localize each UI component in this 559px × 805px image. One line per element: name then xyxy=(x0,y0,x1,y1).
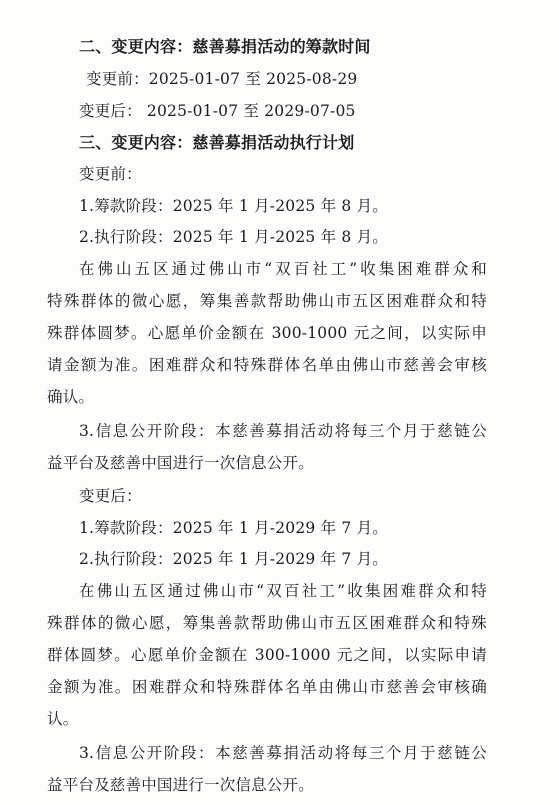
before-para-line-5: 确认。 xyxy=(47,388,95,406)
before-para-line-3: 殊群体圆梦。心愿单价金额在 300-1000 元之间，以实际申 xyxy=(47,324,487,342)
section-3-heading: 三、变更内容：慈善募捐活动执行计划 xyxy=(79,133,355,152)
section-2-heading: 二、变更内容：慈善募捐活动的筹款时间 xyxy=(79,37,371,56)
before-item-2: 2.执行阶段：2025 年 1 月-2025 年 8 月。 xyxy=(79,228,389,246)
before-item-1: 1.筹款阶段：2025 年 1 月-2025 年 8 月。 xyxy=(79,197,389,215)
after-para-line-4: 金额为准。困难群众和特殊群体名单由佛山市慈善会审核确 xyxy=(47,678,487,696)
after-item-3-line-2: 益平台及慈善中国进行一次信息公开。 xyxy=(47,776,314,794)
before-label: 变更前： xyxy=(79,165,142,183)
after-item-3-line-1: 3.信息公开阶段：本慈善募捐活动将每三个月于慈链公 xyxy=(79,744,487,762)
after-para-line-5: 认。 xyxy=(47,710,79,728)
after-para-line-2: 殊群体的微心愿，筹集善款帮助佛山市五区困难群众和特殊 xyxy=(47,614,487,632)
before-item-3-line-1: 3.信息公开阶段：本慈善募捐活动将每三个月于慈链公 xyxy=(79,422,487,440)
after-para-line-1: 在佛山五区通过佛山市“双百社工”收集困难群众和特 xyxy=(79,582,487,600)
section-2-before: 变更前：2025-01-07 至 2025-08-29 xyxy=(86,70,358,88)
before-item-3-line-2: 益平台及慈善中国进行一次信息公开。 xyxy=(47,454,314,472)
after-item-1: 1.筹款阶段：2025 年 1 月-2029 年 7 月。 xyxy=(79,519,389,537)
after-para-line-3: 群体圆梦。心愿单价金额在 300-1000 元之间，以实际申请 xyxy=(47,646,487,664)
before-para-line-2: 特殊群体的微心愿，筹集善款帮助佛山市五区困难群众和特 xyxy=(47,292,487,310)
section-2-after: 变更后： 2025-01-07 至 2029-07-05 xyxy=(79,102,356,120)
before-para-line-1: 在佛山五区通过佛山市“双百社工”收集困难群众和 xyxy=(79,260,487,278)
after-item-2: 2.执行阶段：2025 年 1 月-2029 年 7 月。 xyxy=(79,550,389,568)
after-label: 变更后： xyxy=(79,487,142,505)
before-para-line-4: 请金额为准。困难群众和特殊群体名单由佛山市慈善会审核 xyxy=(47,356,487,374)
